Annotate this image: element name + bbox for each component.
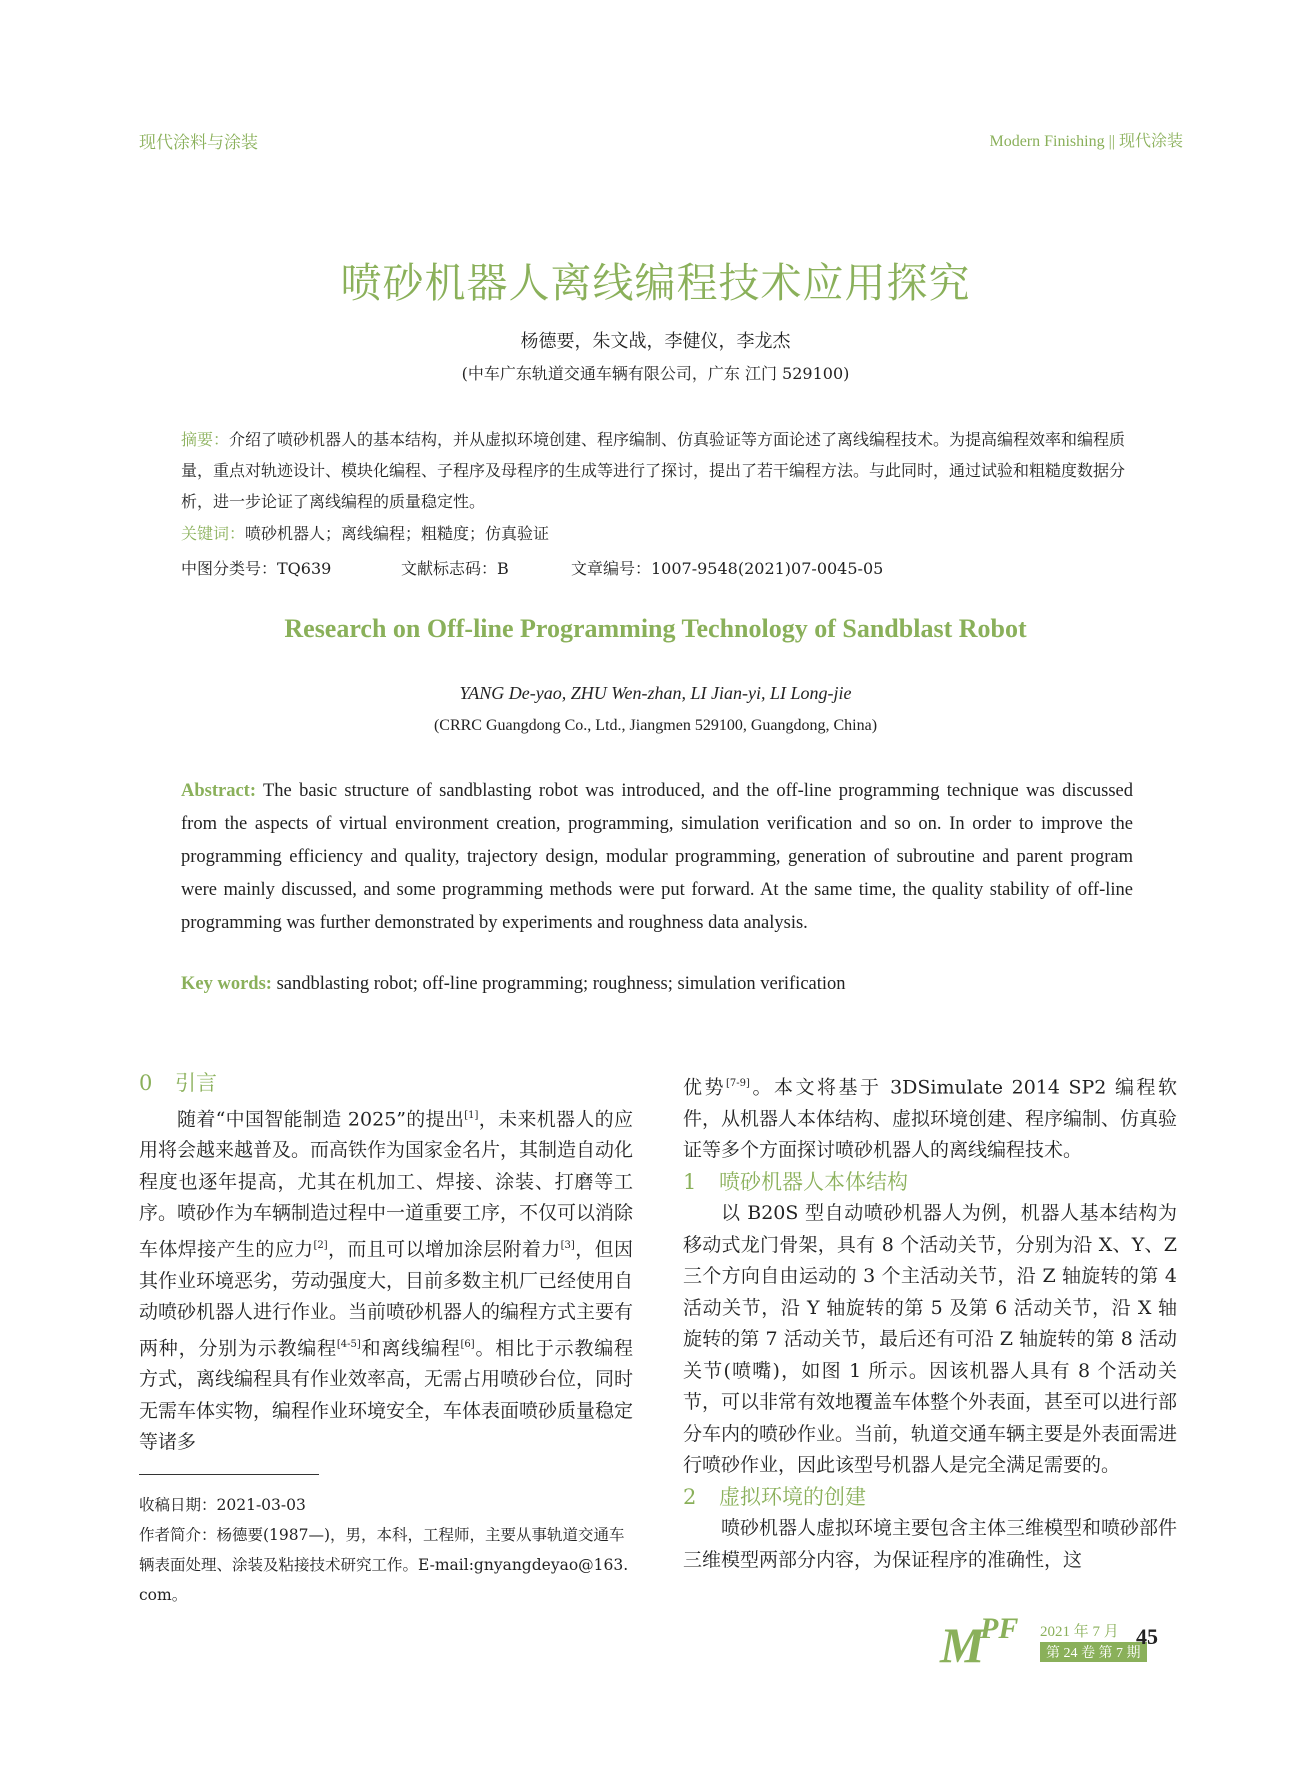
author-bio: 作者简介：杨德要(1987—)，男，本科，工程师，主要从事轨道交通车辆表面处理、涂装及粘接技术研究工作。E-mail:gnyangdeyao@163.com。 bbox=[139, 1526, 629, 1604]
keywords-cn-label: 关键词： bbox=[181, 524, 246, 543]
citation: [7-9] bbox=[726, 1078, 750, 1089]
document-code: 文献标志码：B bbox=[401, 559, 509, 578]
structure-paragraph: 以 B20S 型自动喷砂机器人为例，机器人基本结构为移动式龙门骨架，具有 8 个活动关节，分别为沿 X、Y、Z 三个方向自由运动的 3 个主活动关节，沿 Z 轴旋转的第 4 活动关节，沿 Y 轴旋转的第 5 及第 6 活动关节，沿 X 轴旋转的第 7 活动关节，最后还有可沿 Z 轴旋转的第 8 活动关节(喷嘴)，如图 1 所示。因该机器人具有 8 个活动关节，可以非常有效地覆盖车体整个外表面，甚至可以进行部分车内的喷砂作业。当前，轨道交通车辆主要是外表面需进行喷砂作业，因此该型号机器人是完全满足需要的。 bbox=[683, 1202, 1178, 1477]
classification-row bbox=[181, 556, 1142, 579]
authors-cn: 杨德要，朱文战，李健仪，李龙杰 bbox=[520, 331, 791, 352]
intro-paragraph: 随着“中国智能制造 2025”的提出[1]，未来机器人的应用将会越来越普及。而高铁作为国家金名片，其制造自动化程度也逐年提高，尤其在机加工、焊接、涂装、打磨等工序。喷砂作为车辆制造过程中一道重要工序，不仅可以消除车体焊接产生的应力[2]，而且可以增加涂层附着力[3]，但因其作业环境恶劣，劳动强度大，目前多数主机厂已经使用自动喷砂机器人进行作业。当前喷砂机器人的编程方式主要有两种，分别为示教编程[4-5]和离线编程[6]。相比于示教编程方式，离线编程具有作业效率高，无需占用喷砂台位，同时无需车体实物，编程作业环境安全，车体表面喷砂质量稳定等诸多 bbox=[139, 1107, 634, 1454]
citation: [6] bbox=[460, 1338, 475, 1350]
keywords-cn bbox=[181, 521, 549, 544]
paper-title-en: Research on Off-line Programming Technology of Sandblast Robot bbox=[284, 614, 1027, 643]
paper-title-cn: 喷砂机器人离线编程技术应用探究 bbox=[340, 259, 971, 307]
issue-volume: 第 24 卷 第 7 期 bbox=[1040, 1642, 1147, 1662]
section-heading-0: 0 引言 bbox=[139, 1071, 217, 1095]
journal-header-right: Modern Finishing || 现代涂装 bbox=[989, 133, 1183, 150]
affiliation-cn: (中车广东轨道交通车辆有限公司，广东 江门 529100) bbox=[461, 364, 850, 383]
citation: [4-5] bbox=[336, 1338, 361, 1350]
citation: [1] bbox=[464, 1109, 479, 1121]
authors-en: YANG De-yao, ZHU Wen-zhan, LI Jian-yi, LI Long-jie bbox=[459, 683, 852, 703]
keywords-cn-text: 喷砂机器人；离线编程；粗糙度；仿真验证 bbox=[245, 524, 550, 543]
affiliation-en: (CRRC Guangdong Co., Ltd., Jiangmen 529100, Guangdong, China) bbox=[433, 717, 878, 734]
footnote-rule bbox=[139, 1474, 319, 1475]
abstract-cn-label: 摘要： bbox=[181, 430, 230, 449]
intro-continuation: 优势[7-9]。本文将基于 3DSimulate 2014 SP2 编程软件，从机器人本体结构、虚拟环境创建、程序编制、仿真验证等多个方面探讨喷砂机器人的离线编程技术。 bbox=[683, 1076, 1178, 1162]
abstract-en-text: The basic structure of sandblasting robot was introduced, and the off-line programming technique was discussed from the aspects of virtual environment creation, programming, simulation verification and so on. In order to improve the programming efficiency and quality, trajectory design, modular programming, generation of subroutine and parent program were mainly discussed, and some programming methods were put forward. At the same time, the quality stability of off-line programming was further demonstrated by experiments and roughness data analysis. bbox=[181, 781, 1133, 933]
abstract-en-label: Abstract: bbox=[181, 781, 257, 801]
article-number: 文章编号：1007-9548(2021)07-0045-05 bbox=[571, 559, 884, 578]
logo-m: M bbox=[940, 1617, 985, 1673]
keywords-en-label: Key words: bbox=[181, 974, 272, 994]
section-heading-1: 1 喷砂机器人本体结构 bbox=[683, 1169, 908, 1194]
environment-paragraph: 喷砂机器人虚拟环境主要包含主体三维模型和喷砂部件三维模型两部分内容，为保证程序的准确性，这 bbox=[683, 1517, 1178, 1571]
clc-number: 中图分类号：TQ639 bbox=[181, 559, 332, 578]
keywords-en-text: sandblasting robot; off-line programming; roughness; simulation verification bbox=[276, 974, 846, 994]
abstract-en bbox=[181, 775, 1133, 940]
keywords-en bbox=[181, 974, 846, 995]
logo-pf: PF bbox=[980, 1612, 1019, 1645]
journal-header-left: 现代涂料与涂装 bbox=[139, 133, 258, 153]
section-heading-2: 2 虚拟环境的创建 bbox=[683, 1484, 866, 1509]
received-date: 收稿日期：2021-03-03 bbox=[139, 1496, 306, 1514]
body-column-right bbox=[683, 1068, 1177, 1576]
citation: [2] bbox=[313, 1239, 328, 1251]
page-number: 45 bbox=[1136, 1624, 1158, 1649]
citation: [3] bbox=[560, 1239, 575, 1251]
abstract-cn-text: 介绍了喷砂机器人的基本结构，并从虚拟环境创建、程序编制、仿真验证等方面论述了离线编程技术。为提高编程效率和编程质量，重点对轨迹设计、模块化编程、子程序及母程序的生成等进行了探讨，提出了若干编程方法。与此同时，通过试验和粗糙度数据分析，进一步论证了离线编程的质量稳定性。 bbox=[181, 430, 1126, 511]
footnotes bbox=[139, 1490, 633, 1610]
abstract-cn bbox=[181, 424, 1142, 517]
body-column-left bbox=[139, 1068, 633, 1459]
issue-date: 2021 年 7 月 bbox=[1040, 1624, 1119, 1640]
